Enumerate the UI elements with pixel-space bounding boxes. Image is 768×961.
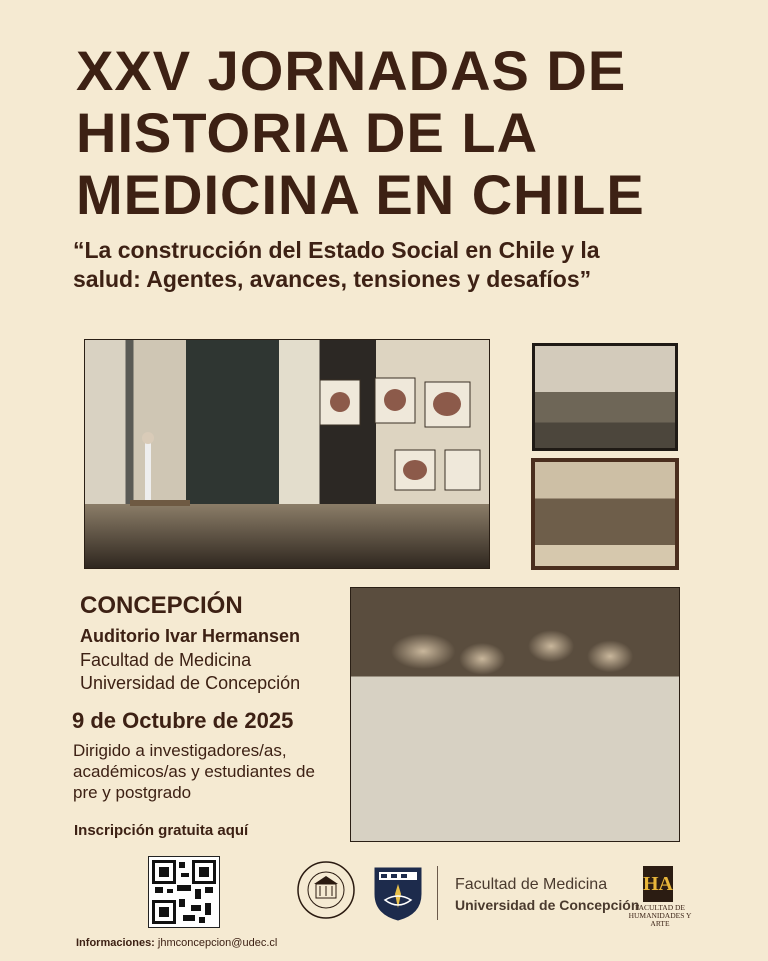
history-society-seal-icon [296,860,356,920]
qr-finder [192,860,216,884]
qr-finder [152,860,176,884]
humanidades-logo-icon: HA [643,866,673,902]
event-date: 9 de Octubre de 2025 [72,708,294,733]
event-university: Universidad de Concepción [80,673,301,693]
udec-faculty-text: Facultad de Medicina [455,876,608,893]
info-email[interactable]: jhmconcepcion@udec.cl [157,937,278,949]
poster-subtitle: “La construcción del Estado Social en Chile y la salud: Agentes, avances, tensiones y desafíos” [73,237,600,292]
historic-classroom-photo [85,340,489,568]
udec-shield-icon [371,864,425,922]
qr-finder [152,900,176,924]
info-label: Informaciones: [76,937,155,949]
contact-info [76,937,277,949]
logo-divider [437,866,438,920]
classroom-illustration [85,340,489,568]
qr-code-icon[interactable] [149,857,219,927]
historic-building-photo [535,346,675,448]
poster-title: XXV JORNADAS DE HISTORIA DE LA MEDICINA EN CHILE [76,39,645,226]
udec-name-text: Universidad de Concepción [455,897,640,913]
historic-doctors-group-photo [351,588,679,841]
event-faculty: Facultad de Medicina [80,650,252,670]
event-venue: Auditorio Ivar Hermansen [80,626,301,646]
humanidades-logo-text: FACULTAD DE HUMANIDADES Y ARTE [628,903,692,928]
signup-link[interactable]: Inscripción gratuita aquí [74,822,249,839]
historic-staircase-group-photo [535,462,675,566]
event-audience: Dirigido a investigadores/as, académicos/as y estudiantes de pre y postgrado [73,741,315,802]
event-city: CONCEPCIÓN [80,592,243,619]
